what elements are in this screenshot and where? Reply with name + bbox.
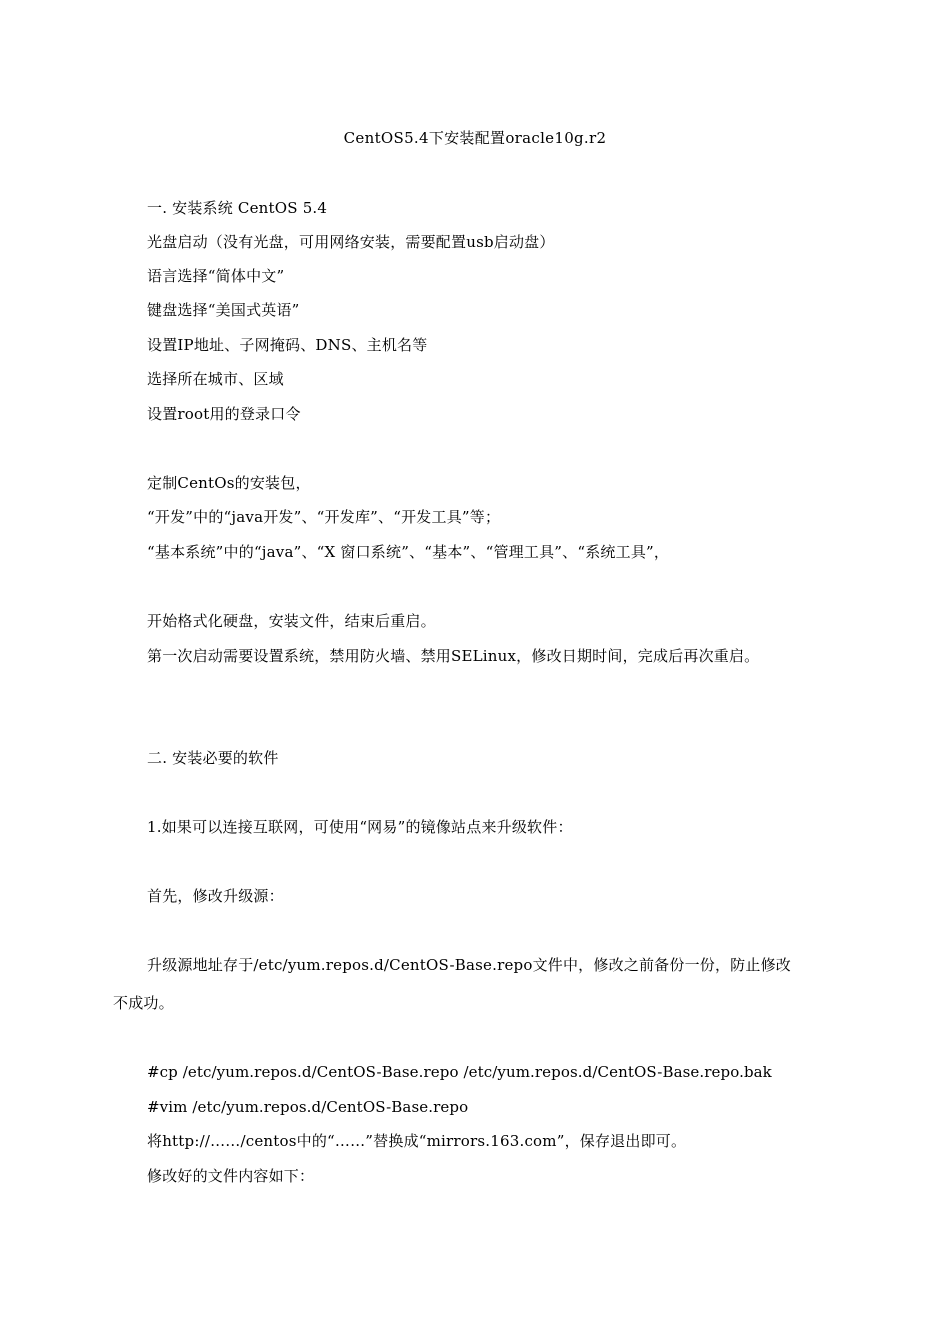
- install-step-3: 键盘选择“美国式英语”: [147, 301, 300, 319]
- install-step-2: 语言选择“简体中文”: [147, 267, 285, 285]
- repo-paragraph-line-2: 不成功。: [113, 994, 174, 1012]
- repo-paragraph-line-1: 升级源地址存于/etc/yum.repos.d/CentOS-Base.repo文件中，修改之前备份一份，防止修改: [147, 956, 791, 974]
- software-item-1: 1.如果可以连接互联网，可使用“网易”的镜像站点来升级软件：: [147, 818, 573, 836]
- replace-instruction: 将http://……/centos中的“……”替换成“mirrors.163.com”，保存退出即可。: [147, 1132, 687, 1150]
- install-step-1: 光盘启动（没有光盘，可用网络安装，需要配置usb启动盘）: [147, 233, 555, 251]
- install-step-5: 选择所在城市、区域: [147, 370, 284, 388]
- install-step-6: 设置root用的登录口令: [147, 405, 301, 423]
- finish-line-2: 第一次启动需要设置系统，禁用防火墙、禁用SELinux，修改日期时间，完成后再次重启。: [147, 647, 760, 665]
- packages-line-2: “开发”中的“java开发”、“开发库”、“开发工具”等；: [147, 508, 501, 526]
- section2-heading: 二. 安装必要的软件: [147, 749, 279, 767]
- command-backup: #cp /etc/yum.repos.d/CentOS-Base.repo /etc/yum.repos.d/CentOS-Base.repo.bak: [147, 1063, 772, 1081]
- section1-heading: 一. 安装系统 CentOS 5.4: [147, 199, 328, 217]
- packages-line-1: 定制CentOs的安装包，: [147, 474, 311, 492]
- packages-line-3: “基本系统”中的“java”、“X 窗口系统”、“基本”、“管理工具”、“系统工具”，: [147, 543, 670, 561]
- finish-line-1: 开始格式化硬盘，安装文件，结束后重启。: [147, 612, 436, 630]
- file-content-intro: 修改好的文件内容如下：: [147, 1167, 315, 1185]
- install-step-4: 设置IP地址、子网掩码、DNS、主机名等: [147, 336, 428, 354]
- first-step: 首先，修改升级源：: [147, 887, 284, 905]
- command-edit: #vim /etc/yum.repos.d/CentOS-Base.repo: [147, 1098, 469, 1116]
- page-title: CentOS5.4下安装配置oracle10g.r2: [343, 129, 607, 147]
